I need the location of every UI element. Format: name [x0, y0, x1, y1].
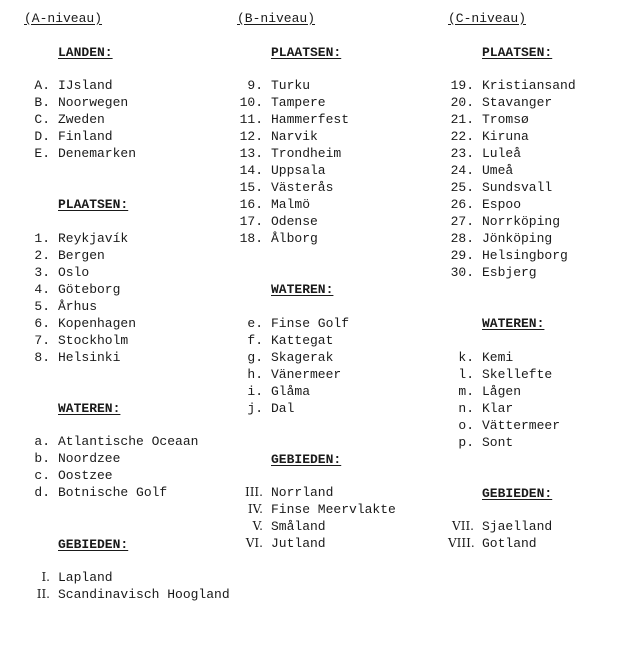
b-gebieden-title: GEBIEDEN:: [271, 452, 342, 467]
item-text: Finland: [58, 129, 113, 144]
list-item: [448, 366, 560, 383]
item-text: Vänermeer: [271, 367, 342, 382]
item-label: d.: [34, 485, 50, 500]
list-item: [237, 535, 396, 552]
item-text: Turku: [271, 78, 311, 93]
item-label: III.: [244, 485, 263, 499]
item-text: Esbjerg: [482, 265, 537, 280]
c-gebieden-title: GEBIEDEN:: [482, 486, 553, 501]
item-text: Kiruna: [482, 129, 529, 144]
item-text: Uppsala: [271, 163, 326, 178]
a-wateren-list: [24, 433, 198, 501]
item-text: Helsingborg: [482, 248, 568, 263]
item-label: o.: [458, 418, 474, 433]
item-label: n.: [458, 401, 474, 416]
item-label: 13.: [239, 146, 263, 161]
item-text: Noordzee: [58, 451, 121, 466]
item-label: 27.: [450, 214, 474, 229]
item-text: Gotland: [482, 536, 537, 551]
item-label: E.: [34, 146, 50, 161]
item-label: 18.: [239, 231, 263, 246]
item-label: 24.: [450, 163, 474, 178]
list-item: [237, 400, 349, 417]
item-label: j.: [247, 401, 263, 416]
item-text: Kopenhagen: [58, 316, 137, 331]
item-text: Atlantische Oceaan: [58, 434, 199, 449]
list-item: [448, 400, 560, 417]
item-label: 9.: [247, 78, 263, 93]
item-label: 25.: [450, 180, 474, 195]
item-text: Dal: [271, 401, 295, 416]
list-item: [237, 77, 349, 94]
list-item: [237, 111, 349, 128]
list-item: [237, 162, 349, 179]
item-text: Kristiansand: [482, 78, 576, 93]
list-item: [24, 230, 136, 247]
item-label: 26.: [450, 197, 474, 212]
item-text: Stockholm: [58, 333, 129, 348]
item-label: 19.: [450, 78, 474, 93]
c-wateren-title: WATEREN:: [482, 316, 545, 331]
list-item: [448, 94, 576, 111]
list-item: [24, 433, 198, 450]
item-label: e.: [247, 316, 263, 331]
b-wateren-list: [237, 315, 349, 417]
list-item: [24, 450, 198, 467]
item-label: B.: [34, 95, 50, 110]
item-label: 10.: [239, 95, 263, 110]
a-landen-list: [24, 77, 136, 162]
list-item: [24, 467, 198, 484]
item-label: p.: [458, 435, 474, 450]
list-item: [448, 196, 576, 213]
item-text: Finse Golf: [271, 316, 350, 331]
c-plaatsen-list: [448, 77, 576, 281]
item-text: Narvik: [271, 129, 318, 144]
column-a-header: (A-niveau): [24, 11, 103, 26]
item-text: Helsinki: [58, 350, 121, 365]
list-item: [448, 535, 552, 552]
item-label: 1.: [34, 231, 50, 246]
a-gebieden-title: GEBIEDEN:: [58, 537, 129, 552]
list-item: [24, 349, 136, 366]
item-label: 11.: [239, 112, 263, 127]
item-text: Scandinavisch Hoogland: [58, 587, 230, 602]
item-text: Sundsvall: [482, 180, 553, 195]
item-text: Norrland: [271, 485, 334, 500]
item-text: IJsland: [58, 78, 113, 93]
list-item: [237, 145, 349, 162]
item-text: Finse Meervlakte: [271, 502, 396, 517]
item-label: C.: [34, 112, 50, 127]
item-text: Zweden: [58, 112, 105, 127]
list-item: [448, 77, 576, 94]
item-text: Oslo: [58, 265, 90, 280]
item-label: f.: [247, 333, 263, 348]
item-text: Ålborg: [271, 231, 318, 246]
list-item: [237, 94, 349, 111]
item-label: c.: [34, 468, 50, 483]
item-text: Bergen: [58, 248, 105, 263]
item-label: I.: [41, 570, 50, 584]
list-item: [237, 484, 396, 501]
item-text: Reykjavík: [58, 231, 129, 246]
list-item: [448, 264, 576, 281]
b-gebieden-list: [237, 484, 396, 552]
list-item: [24, 128, 136, 145]
item-text: Espoo: [482, 197, 522, 212]
item-text: Malmö: [271, 197, 311, 212]
item-label: b.: [34, 451, 50, 466]
item-label: 14.: [239, 163, 263, 178]
item-label: 3.: [34, 265, 50, 280]
list-item: [448, 230, 576, 247]
list-item: [448, 145, 576, 162]
list-item: [24, 586, 230, 603]
list-item: [24, 264, 136, 281]
list-item: [448, 417, 560, 434]
list-item: [24, 77, 136, 94]
list-item: [237, 213, 349, 230]
item-text: Sjaelland: [482, 519, 553, 534]
list-item: [24, 315, 136, 332]
item-text: Oostzee: [58, 468, 113, 483]
column-b-header: (B-niveau): [237, 11, 316, 26]
list-item: [24, 281, 136, 298]
item-label: 16.: [239, 197, 263, 212]
list-item: [448, 179, 576, 196]
item-text: Sont: [482, 435, 514, 450]
item-label: VIII.: [448, 536, 475, 550]
a-plaatsen-title: PLAATSEN:: [58, 197, 129, 212]
item-label: A.: [34, 78, 50, 93]
list-item: [237, 179, 349, 196]
list-item: [237, 383, 349, 400]
list-item: [237, 366, 349, 383]
list-item: [448, 247, 576, 264]
item-text: Stavanger: [482, 95, 553, 110]
list-item: [448, 434, 560, 451]
b-wateren-title: WATEREN:: [271, 282, 334, 297]
item-label: k.: [458, 350, 474, 365]
c-plaatsen-title: PLAATSEN:: [482, 45, 553, 60]
item-label: g.: [247, 350, 263, 365]
list-item: [237, 128, 349, 145]
list-item: [237, 518, 396, 535]
list-item: [237, 501, 396, 518]
item-label: 5.: [34, 299, 50, 314]
item-label: 30.: [450, 265, 474, 280]
a-plaatsen-list: [24, 230, 136, 366]
list-item: [448, 213, 576, 230]
list-item: [448, 349, 560, 366]
item-text: Kemi: [482, 350, 514, 365]
item-label: i.: [247, 384, 263, 399]
list-item: [448, 128, 576, 145]
item-text: Luleå: [482, 146, 522, 161]
item-label: VII.: [452, 519, 474, 533]
item-text: Tampere: [271, 95, 326, 110]
a-gebieden-list: [24, 569, 230, 603]
item-label: V.: [252, 519, 263, 533]
item-label: 20.: [450, 95, 474, 110]
item-text: Denemarken: [58, 146, 137, 161]
item-text: Jutland: [271, 536, 326, 551]
list-item: [237, 349, 349, 366]
a-wateren-title: WATEREN:: [58, 401, 121, 416]
item-label: a.: [34, 434, 50, 449]
item-text: Botnische Golf: [58, 485, 168, 500]
list-item: [237, 332, 349, 349]
item-text: Klar: [482, 401, 514, 416]
item-label: 4.: [34, 282, 50, 297]
list-item: [24, 298, 136, 315]
a-landen-title: LANDEN:: [58, 45, 113, 60]
item-label: 12.: [239, 129, 263, 144]
item-text: Odense: [271, 214, 318, 229]
c-gebieden-list: [448, 518, 552, 552]
list-item: [24, 484, 198, 501]
list-item: [448, 162, 576, 179]
b-plaatsen-title: PLAATSEN:: [271, 45, 342, 60]
item-label: D.: [34, 129, 50, 144]
item-text: Småland: [271, 519, 326, 534]
c-wateren-list: [448, 349, 560, 451]
list-item: [24, 247, 136, 264]
b-plaatsen-list: [237, 77, 349, 247]
item-label: 23.: [450, 146, 474, 161]
item-label: 6.: [34, 316, 50, 331]
item-text: Århus: [58, 299, 98, 314]
item-text: Trondheim: [271, 146, 342, 161]
item-label: m.: [458, 384, 474, 399]
list-item: [448, 518, 552, 535]
item-label: II.: [36, 587, 50, 601]
list-item: [24, 332, 136, 349]
item-text: Lapland: [58, 570, 113, 585]
item-text: Skagerak: [271, 350, 334, 365]
list-item: [237, 230, 349, 247]
item-label: 17.: [239, 214, 263, 229]
item-label: 28.: [450, 231, 474, 246]
item-text: Lågen: [482, 384, 522, 399]
item-label: VI.: [245, 536, 263, 550]
item-text: Norrköping: [482, 214, 561, 229]
item-text: Noorwegen: [58, 95, 129, 110]
item-text: Kattegat: [271, 333, 334, 348]
list-item: [24, 145, 136, 162]
item-label: 2.: [34, 248, 50, 263]
column-c-header: (C-niveau): [448, 11, 527, 26]
item-text: Hammerfest: [271, 112, 350, 127]
list-item: [237, 196, 349, 213]
item-label: 15.: [239, 180, 263, 195]
item-text: Skellefte: [482, 367, 553, 382]
item-text: Göteborg: [58, 282, 121, 297]
item-label: 29.: [450, 248, 474, 263]
item-text: Umeå: [482, 163, 514, 178]
item-text: Västerås: [271, 180, 334, 195]
item-label: 21.: [450, 112, 474, 127]
list-item: [24, 94, 136, 111]
item-label: 22.: [450, 129, 474, 144]
item-label: 8.: [34, 350, 50, 365]
list-item: [448, 111, 576, 128]
item-label: h.: [247, 367, 263, 382]
item-text: Jönköping: [482, 231, 553, 246]
item-text: Vättermeer: [482, 418, 561, 433]
list-item: [448, 383, 560, 400]
list-item: [24, 569, 230, 586]
list-item: [237, 315, 349, 332]
item-label: l.: [458, 367, 474, 382]
item-label: 7.: [34, 333, 50, 348]
list-item: [24, 111, 136, 128]
item-text: Tromsø: [482, 112, 529, 127]
item-label: IV.: [247, 502, 263, 516]
item-text: Glåma: [271, 384, 311, 399]
